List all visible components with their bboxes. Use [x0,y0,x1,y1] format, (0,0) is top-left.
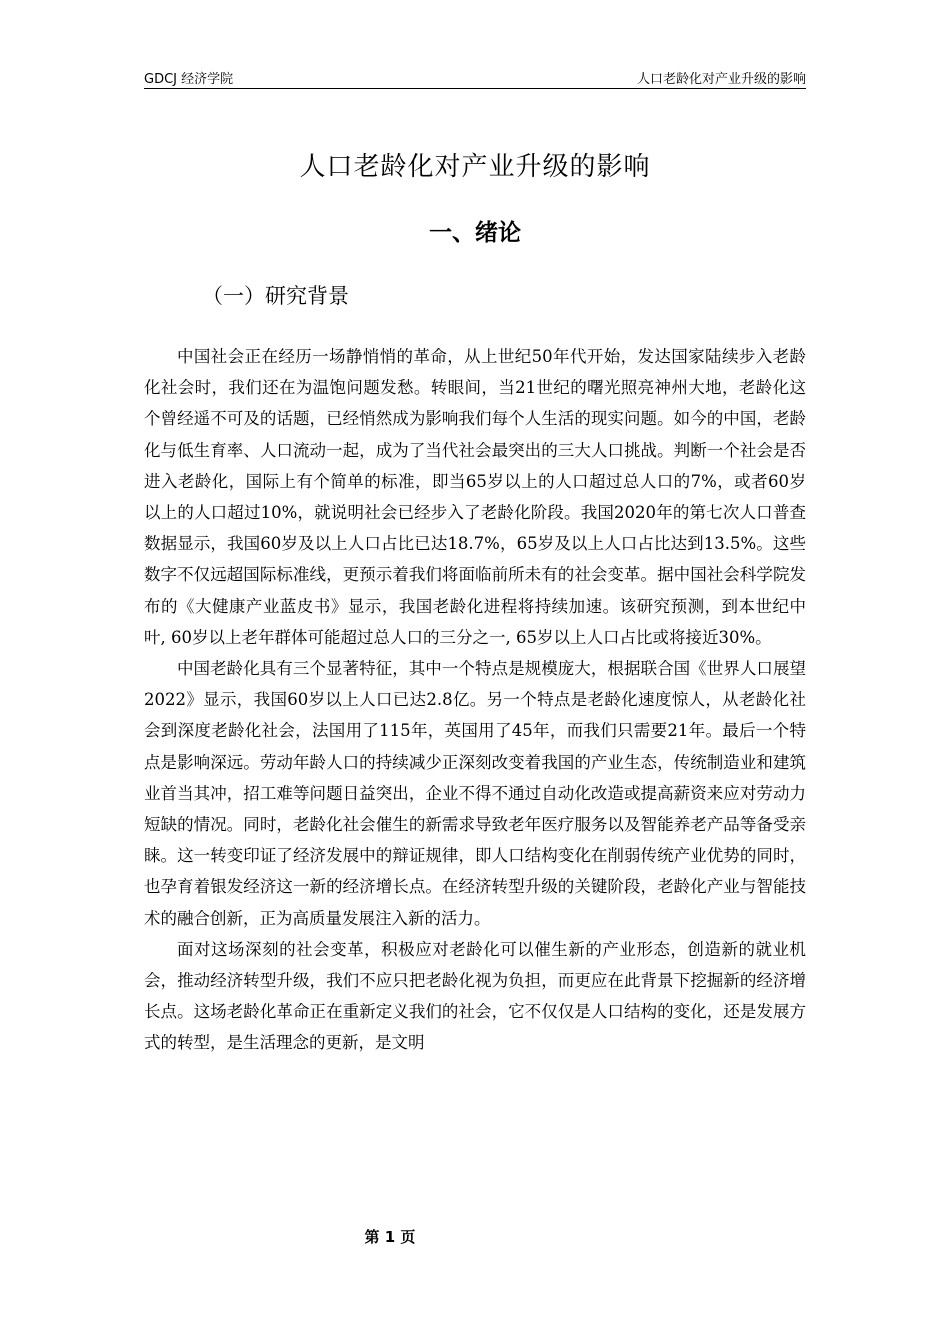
subsection-heading: （一）研究背景 [202,284,349,308]
document-title: 人口老龄化对产业升级的影响 [299,152,651,182]
page-number: 第 1 页 [364,1228,416,1246]
paragraph: 面对这场深刻的社会变革，积极应对老龄化可以催生新的产业形态，创造新的就业机会，推动经济转型升级，我们不应只把老龄化视为负担，而更应在此背景下挖掘新的经济增长点。这场老龄化革命正在重新定义我们的社会，它不仅仅是人口结构的变化，还是发展方式的转型，是生活理念的更新，是文明 [144,939,806,1053]
section-heading: 一、绪论 [429,220,521,246]
header-school: GDCJ 经济学院 [144,72,234,87]
header-doc-title: 人口老龄化对产业升级的影响 [636,72,806,87]
page-header [144,66,806,89]
paragraph: 中国社会正在经历一场静悄悄的革命，从上世纪50年代开始，发达国家陆续步入老龄化社会时，我们还在为温饱问题发愁。转眼间，当21世纪的曙光照亮神州大地，老龄化这个曾经遥不可及的话题，已经悄然成为影响我们每个人生活的现实问题。如今的中国，老龄化与低生育率、人口流动一起，成为了当代社会最突出的三大人口挑战。判断一个社会是否进入老龄化，国际上有个简单的标准，即当65岁以上的人口超过总人口的7%，或者60岁以上的人口超过10%，就说明社会已经步入了老龄化阶段。我国2020年的第七次人口普查数据显示，我国60岁及以上人口占比已达18.7%，65岁及以上人口占比达到13.5%。这些数字不仅远超国际标准线，更预示着我们将面临前所未有的社会变革。据中国社会科学院发布的《大健康产业蓝皮书》显示，我国老龄化进程将持续加速。该研究预测，到本世纪中叶, 60岁以上老年群体可能超过总人口的三分之一, 65岁以上人口占比或将接近30%。 [144,347,806,647]
paragraph: 中国老龄化具有三个显著特征，其中一个特点是规模庞大，根据联合国《世界人口展望2022》显示，我国60岁以上人口已达2.8亿。另一个特点是老龄化速度惊人，从老龄化社会到深度老龄化社会，法国用了115年，英国用了45年，而我们只需要21年。最后一个特点是影响深远。劳动年龄人口的持续减少正深刻改变着我国的产业生态，传统制造业和建筑业首当其冲，招工难等问题日益突出，企业不得不通过自动化改造或提高薪资来应对劳动力短缺的情况。同时，老龄化社会催生的新需求导致老年医疗服务以及智能养老产品等备受亲睐。这一转变印证了经济发展中的辩证规律，即人口结构变化在削弱传统产业优势的同时，也孕育着银发经济这一新的经济增长点。在经济转型升级的关键阶段，老龄化产业与智能技术的融合创新，正为高质量发展注入新的活力。 [144,659,806,928]
body-text [144,341,806,1059]
